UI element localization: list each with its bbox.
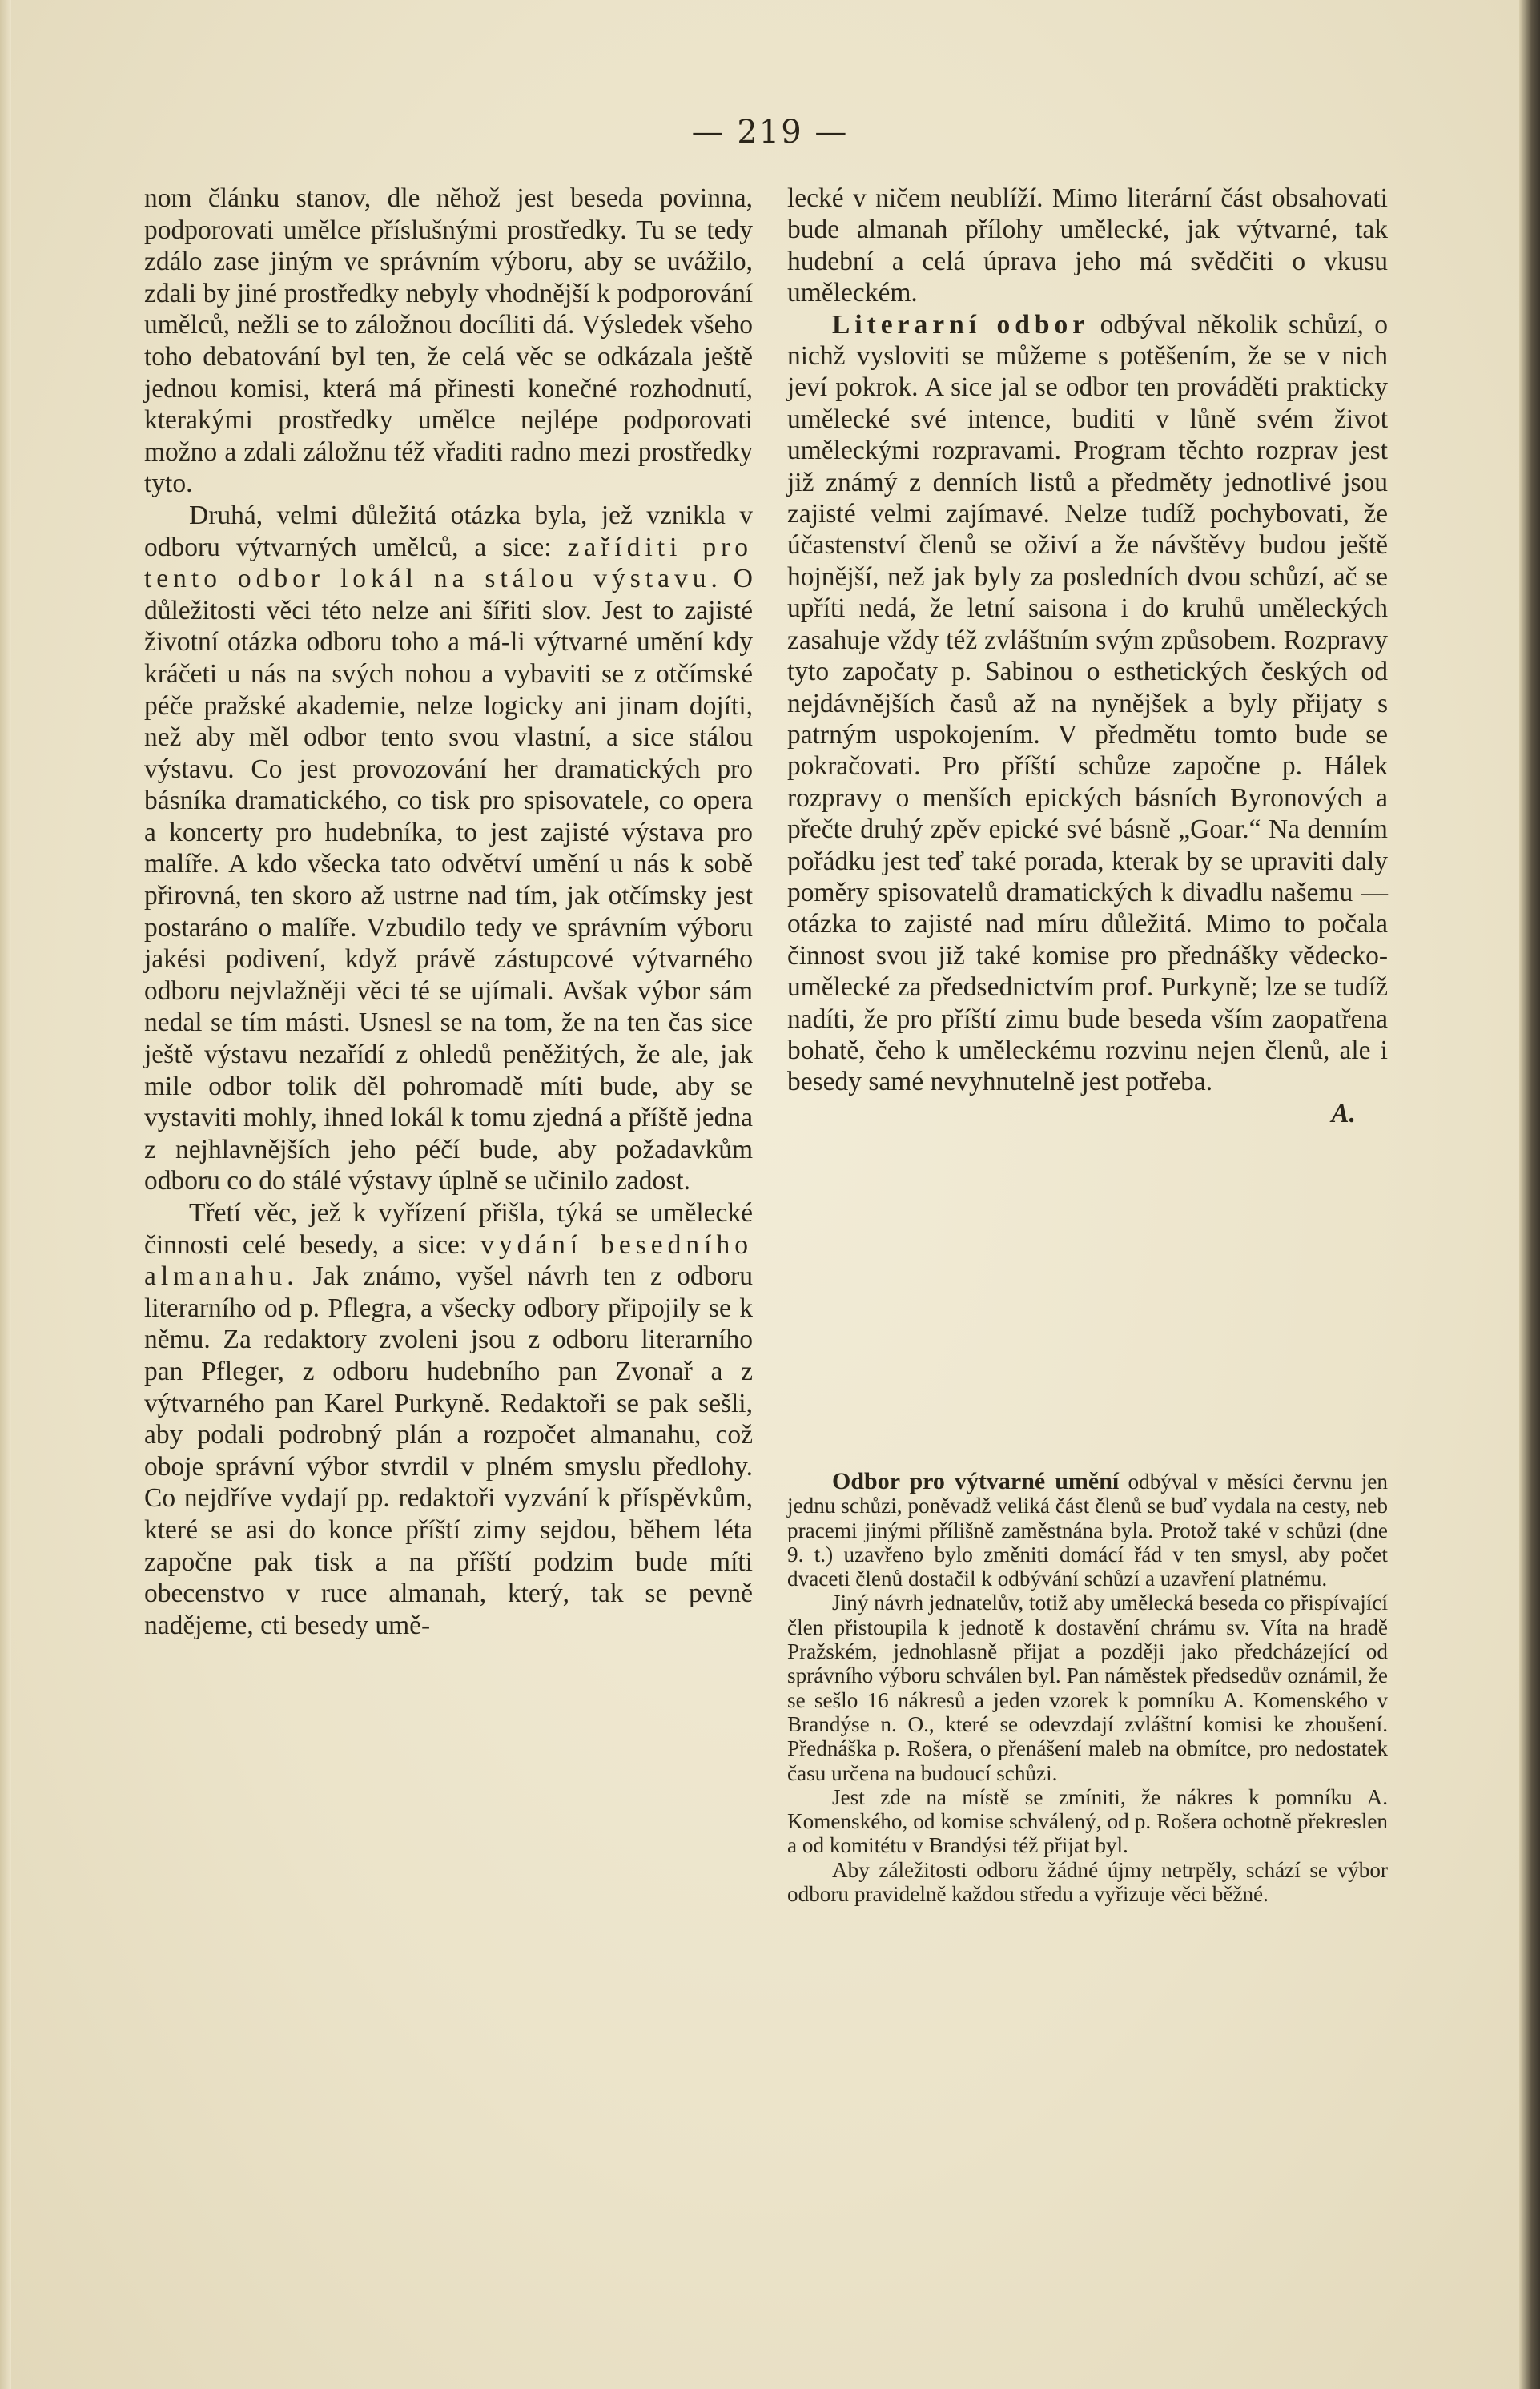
visual-arts-paragraph-4: Aby záležitosti odboru žádné újmy netrpěly, schází se výbor odboru pravidelně každou středu a vyřizuje věci běžné. bbox=[787, 1857, 1388, 1907]
visual-arts-paragraph-2: Jiný návrh jednatelův, totiž aby umělecká beseda co přispívající člen přistoupila k jednotě k dostavění chrámu sv. Víta na hradě Pražském, jednohlasně přijat a později jako předcházející od správního výboru schválen byl. Pan náměstek předsedův oznámil, že se sešlo 16 nákresů a jeden vzorek k pomníku A. Komenského v Brandýse n. O., které se odevzdají zvláštní komisi ke zhoušení. Přednáška p. Rošera, o přenášení maleb na obmítce, pro nedostatek času určena na budoucí schůzi. bbox=[787, 1591, 1388, 1785]
author-signature: A. bbox=[1331, 1098, 1356, 1128]
left-paragraph-2-emphasis: zaříditi pro tento odbor lokál na stálou výstavu. bbox=[144, 532, 753, 594]
right-paragraph-2-body: odbýval několik schůzí, o nichž vysloviti se můžeme s potěšením, že se v nich jeví pokrok. A sice jal se odbor ten prováděti prakticky umělecké své intence, buditi v lůně svém život uměleckými rozpravami. Program těchto rozprav jest již známý z denních listů a předměty jednotlivé jsou zajisté velmi zajímavé. Nelze tudíž pochybovati, že účastenství členů se oživí a že návštěvy budou ještě hojnější, než jak byly za posledních dvou schůzí, ač se upříti nedá, že letní saisona i do kruhů uměleckých zasahuje vždy též zvláštním svým způsobem. Rozpravy tyto započaty p. Sabinou o esthetických českých od nejdávnějších časů až na nynějšek a byly přijaty s patrným uspokojením. V předmětu tomto bude se pokračovati. Pro příští schůze započne p. Hálek rozpravy o menších epických básních Byronových a přečte druhý zpěv epické své básně „Goar.“ Na denním pořádku jest teď také porada, kterak by se upraviti daly poměry spisovatelů dramatických k divadlu našemu — otázka to zajisté nad míru důležitá. Mimo to počala činnost svou již také komise pro přednášky vědecko-umělecké za předsednictvím prof. Purkyně; lze se tudíž nadíti, že pro příští zimu bude beseda vším zaopatřena bohatě, čeho k uměleckému rozvinu nejen členů, ale i besedy samé nevyhnutelně jest potřeba. bbox=[787, 309, 1389, 1097]
left-paragraph-1: nom článku stanov, dle něhož jest beseda povinna, podporovati umělce příslušnými prostředky. Tu se tedy zdálo zase jiným ve správním výboru, aby se uvážilo, zdali by jiné prostředky nebyly vhodnější k podporování umělců, nežli se to záložnou docíliti dá. Výsledek všeho toho debatování byl ten, že celá věc se odkázala ještě jednou komisi, která má přinesti konečné rozhodnutí, kterakými prostředky umělce nejlépe podporovati možno a zdali záložnu též vřaditi radno mezi prostředky tyto. bbox=[144, 183, 753, 499]
right-paragraph-1: lecké v ničem neublíží. Mimo literární část obsahovati bude almanah přílohy umělecké, jak výtvarné, tak hudební a celá úprava jeho má svědčiti o vkusu uměleckém. bbox=[787, 183, 1388, 308]
literary-section-heading: Literarní odbor bbox=[832, 309, 1090, 340]
left-paragraph-3-emphasis: vydání besedního almanahu. bbox=[144, 1229, 753, 1292]
page-left-edge bbox=[0, 0, 11, 2389]
left-paragraph-3-body: Jak známo, vyšel návrh ten z odboru literarního od p. Pflegra, a všecky odbory připojily se k němu. Za redaktory zvoleni jsou z odboru literarního pan Pfleger, z odboru hudebního pan Zvonař a z výtvarného pan Karel Purkyně. Redaktoři se pak sešli, aby podali podrobný plán a rozpočet almanahu, což oboje správní výbor stvrdil v plném smyslu předlohy. Co nejdříve vydají pp. redaktoři vyzvání k příspěvkům, které se asi do konce příští zimy sejdou, během léta započne pak tisk a na příští podzim bude míti obecenstvo v ruce almanah, který, tak se pevně nadějeme, cti besedy umě- bbox=[144, 1261, 753, 1640]
left-paragraph-3-intro: Třetí věc, jež k vyřízení přišla, týká se umělecké činnosti celé besedy, a sice: bbox=[144, 1198, 753, 1260]
left-paragraph-2-body: O důležitosti věci této nelze ani šířiti slov. Jest to zajisté životní otázka odboru toho a má-li výtvarné umění kdy kráčeti u nás na svých nohou a vybaviti se z otčímské péče pražské akademie, nelze logicky ani jinam dojíti, než aby měl odbor tento svou vlastní, a sice stálou výstavu. Co jest provozování her dramatických pro básníka dramatického, co tisk pro spisovatele, co opera a koncerty pro hudebníka, to jest zajisté výstava pro malíře. A kdo všecka tato odvětví umění u nás k sobě přirovná, ten skoro až ustrne nad tím, jak otčímsky jest postaráno o malíře. Vzbudilo tedy ve správním výboru jakési podivení, když právě zástupcové výtvarného odboru nejvlažněji věci té se ujímali. Avšak výbor sám nedal se tím másti. Usnesl se na tom, že na ten čas sice ještě výstavu nezařídí z ohledů peněžitých, že ale, jak mile odbor tolik děl pohromadě míti bude, aby se vystaviti mohly, ihned lokál k tomu zjedná a příště jedna z nejhlavnějších jeho péčí bude, aby požadavkům odboru co do stálé výstavy úplně se učinilo zadost. bbox=[144, 564, 753, 1197]
left-paragraph-3 bbox=[144, 1197, 753, 1641]
visual-arts-section-heading: Odbor pro výtvarné umění bbox=[832, 1468, 1120, 1494]
visual-arts-paragraph-3: Jest zde na místě se zmíniti, že nákres k pomníku A. Komenského, od komise schválený, od p. Rošera ochotně překreslen a od komitétu v Brandýsi též přijat byl. bbox=[787, 1784, 1388, 1858]
left-paragraph-2 bbox=[144, 500, 753, 1197]
visual-arts-paragraph-1-body: odbýval v měsíci červnu jen jednu schůzi, poněvadž veliká část členů se buď vydala na cesty, neb pracemi jinými přílišně zaměstnána byla. Protož také v schůzi (dne 9. t.) uzavřeno bylo změniti domácí řád v ten smysl, aby počet dvaceti členů dostačil k odbývání schůzí a uzavření platnému. bbox=[787, 1470, 1388, 1591]
page-right-edge bbox=[1519, 0, 1540, 2389]
page-number: — 219 — bbox=[691, 114, 849, 151]
visual-arts-paragraph-1 bbox=[787, 1470, 1388, 1591]
left-paragraph-2-intro: Druhá, velmi důležitá otázka byla, jež vznikla v odboru výtvarných umělců, a sice: bbox=[144, 500, 753, 562]
right-paragraph-2 bbox=[787, 309, 1388, 1098]
right-column bbox=[787, 183, 1388, 1129]
visual-arts-section bbox=[787, 1470, 1388, 1906]
left-column bbox=[144, 183, 753, 1641]
